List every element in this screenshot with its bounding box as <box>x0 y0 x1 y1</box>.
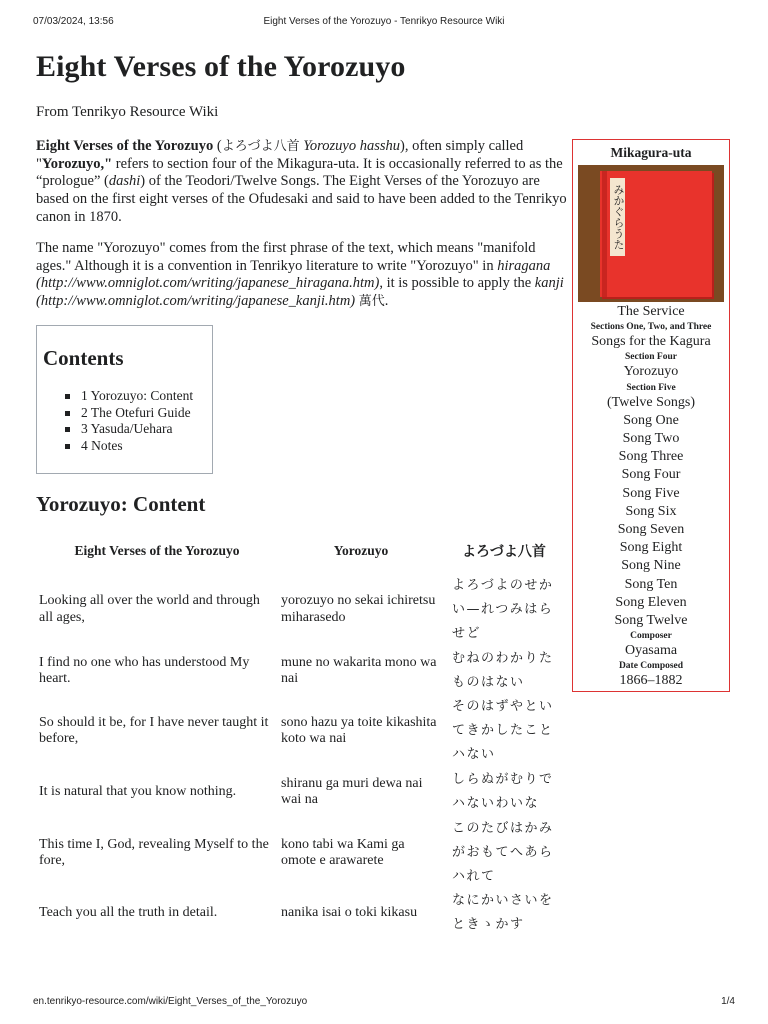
name-paragraph: The name "Yorozuyo" comes from the first phrase of the text, which means "manifold ages." Although it is a convention in Tenrikyo literature to write "Yorozuyo" in hiragana (http://www.omniglot.com/writing/japanese_hiragana.htm), it is possible to apply the kanji (http://www.omniglot.com/writing/japanese_kanji.htm) 萬代. <box>36 240 564 310</box>
infobox-song-link[interactable]: Song Eight <box>619 540 683 556</box>
infobox-song-link[interactable]: Song Nine <box>621 558 681 574</box>
verse-japanese: なにかいさいをときゝかす <box>452 893 554 932</box>
page-title: Eight Verses of the Yorozuyo <box>36 50 406 83</box>
table-row <box>36 572 564 647</box>
column-header-english: Eight Verses of the Yorozuyo <box>74 543 240 558</box>
toc-list <box>57 388 193 454</box>
table-row <box>36 767 564 817</box>
infobox-song-link[interactable]: Song Ten <box>624 576 678 592</box>
infobox-song-link[interactable]: Song Five <box>622 485 680 501</box>
infobox-composer[interactable]: Oyasama <box>624 643 678 659</box>
verse-romaji: shiranu ga muri dewa nai wai na <box>281 775 423 807</box>
toc-item[interactable]: 4 Notes <box>57 438 193 455</box>
infobox-the-service[interactable]: The Service <box>617 304 685 319</box>
verse-romaji: sono hazu ya toite kikashita koto wa nai <box>281 714 437 746</box>
verse-japanese: よろづよのせかい—れつみはらせど <box>452 577 554 641</box>
infobox-songs-for-kagura[interactable]: Songs for the Kagura <box>591 334 711 350</box>
infobox-title: Mikagura-uta <box>610 145 692 160</box>
print-url: en.tenrikyo-resource.com/wiki/Eight_Verses_of_the_Yorozuyo <box>33 996 308 1007</box>
bold-article-title: Eight Verses of the Yorozuyo <box>36 138 214 154</box>
verse-romaji: kono tabi wa Kami ga omote e arawarete <box>281 836 405 868</box>
infobox-twelve-songs[interactable]: (Twelve Songs) <box>606 394 696 410</box>
verse-romaji: yorozuyo no sekai ichiretsu miharasedo <box>281 593 436 625</box>
verse-japanese: しらぬがむりでハないわいな <box>452 772 554 811</box>
verse-english: So should it be, for I have never taught it before, <box>39 714 269 746</box>
infobox-heading-section-four: Section Four <box>625 352 677 363</box>
book-binding <box>602 171 607 297</box>
infobox-heading-section-five: Section Five <box>626 382 676 393</box>
kanji-term: 萬代 <box>358 294 385 310</box>
table-row <box>36 695 564 767</box>
infobox-heading-sections: Sections One, Two, and Three <box>590 322 712 333</box>
infobox-date: 1866–1882 <box>619 673 683 689</box>
infobox-song-link[interactable]: Song Two <box>622 431 680 447</box>
infobox-yorozuyo[interactable]: Yorozuyo <box>623 364 679 380</box>
print-page-title: Eight Verses of the Yorozuyo - Tenrikyo Resource Wiki <box>263 16 505 27</box>
infobox-song-link[interactable]: Song Three <box>618 449 684 465</box>
infobox-song-link[interactable]: Song Six <box>625 503 677 519</box>
infobox <box>572 139 730 692</box>
cover-title-label: みかぐらうた <box>610 178 625 256</box>
verse-english: This time I, God, revealing Myself to the fore, <box>39 836 269 868</box>
intro-paragraph: Eight Verses of the Yorozuyo (よろづよ八首 Yorozuyo hasshu), often simply called "Yorozuyo," refers to section four of the Mikagura-uta. It is occasionally referred to as the “prologue” (dashi) of the Teodori/Twelve Songs. The Eight Verses of the Yorozuyo are based on the first eight verses of the Ofudesaki and said to have been added to the Tenrikyo canon in 1870. <box>36 138 567 225</box>
column-header-japanese: よろづよ八首 <box>462 544 546 560</box>
column-header-romaji: Yorozuyo <box>333 543 389 558</box>
table-header-row <box>36 530 564 572</box>
verse-japanese: このたびはかみがおもてへあらハれて <box>452 821 554 884</box>
section-heading: Yorozuyo: Content <box>36 492 206 516</box>
dashi-term: dashi <box>108 173 141 190</box>
hiragana-link[interactable]: hiragana (http://www.omniglot.com/writing/japanese_hiragana.htm) <box>36 257 551 292</box>
print-date: 07/03/2024, 13:56 <box>33 16 114 27</box>
verses-table <box>36 530 564 937</box>
table-row <box>36 817 564 889</box>
print-footer <box>33 996 735 1010</box>
from-line: From Tenrikyo Resource Wiki <box>36 104 219 120</box>
verse-romaji: mune no wakarita mono wa nai <box>281 654 437 686</box>
kanji-link[interactable]: kanji (http://www.omniglot.com/writing/japanese_kanji.htm) <box>36 275 564 310</box>
verse-japanese: むねのわかりたものはない <box>452 651 554 690</box>
infobox-song-link[interactable]: Song Eleven <box>615 594 687 610</box>
verse-japanese: そのはずやといてきかしたことハない <box>452 699 554 762</box>
infobox-song-link[interactable]: Song Twelve <box>614 613 688 629</box>
bold-yorozuyo: Yorozuyo," <box>41 155 113 172</box>
verse-romaji: nanika isai o toki kikasu <box>281 904 418 920</box>
mikagura-uta-cover-image[interactable] <box>578 165 724 302</box>
toc-item[interactable]: 3 Yasuda/Uehara <box>57 421 193 438</box>
japanese-title: よろづよ八首 <box>221 139 300 154</box>
toc-title: Contents <box>43 346 124 370</box>
verse-english: I find no one who has understood My heart. <box>39 654 250 686</box>
print-page-number: 1/4 <box>721 996 735 1007</box>
table-row <box>36 889 564 937</box>
verse-english: Looking all over the world and through all ages, <box>39 593 260 625</box>
infobox-heading-composer: Composer <box>630 631 672 642</box>
toc-item[interactable]: 2 The Otefuri Guide <box>57 405 193 422</box>
verse-english: Teach you all the truth in detail. <box>39 904 218 920</box>
table-row <box>36 647 564 695</box>
toc-item[interactable]: 1 Yorozuyo: Content <box>57 388 193 405</box>
infobox-song-link[interactable]: Song Four <box>621 467 681 483</box>
infobox-song-link[interactable]: Song One <box>623 412 679 428</box>
verse-english: It is natural that you know nothing. <box>39 783 237 799</box>
print-header <box>33 16 735 30</box>
table-of-contents <box>36 325 213 474</box>
infobox-song-link[interactable]: Song Seven <box>617 522 685 538</box>
infobox-heading-date: Date Composed <box>618 661 684 672</box>
romaji-title: Yorozuyo hasshu <box>303 138 401 154</box>
